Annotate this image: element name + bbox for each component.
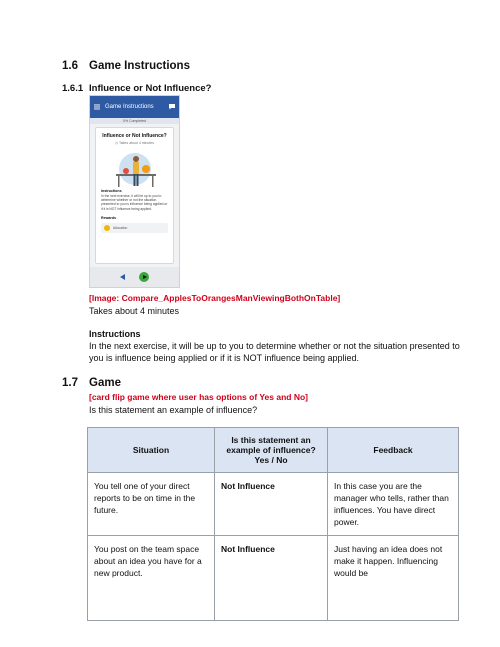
- menu-icon: [94, 104, 100, 110]
- phone-footer: [90, 267, 179, 287]
- phone-header-title: Game Instructions: [105, 104, 154, 110]
- section-1-7-title: Game: [89, 377, 121, 389]
- section-1-7-number: 1.7: [62, 377, 78, 389]
- cell-influence: Not Influence: [215, 473, 328, 536]
- section-1-6-1-number: 1.6.1: [62, 83, 84, 94]
- game-note: [card flip game where user has options of Yes and No]: [89, 392, 309, 402]
- phone-header: [90, 96, 179, 118]
- influence-table: [87, 427, 459, 621]
- reward-item: [101, 223, 168, 233]
- cell-feedback: In this case you are the manager who tells, rather than influences. You have direct power.: [328, 473, 459, 536]
- clock-icon: ◷: [115, 141, 119, 145]
- table-header-row: [88, 428, 459, 473]
- cell-situation: You tell one of your direct reports to be on time in the future.: [88, 473, 215, 536]
- illustration-man-apples-oranges: [96, 147, 175, 189]
- table-row: [88, 536, 459, 621]
- instructions-text: In the next exercise, it will be up to you to determine whether or not the situation presented to you is influence being applied or if it is NOT influence being applied.: [89, 341, 460, 363]
- back-arrow-icon[interactable]: [120, 274, 125, 280]
- play-button-icon[interactable]: [139, 272, 149, 282]
- card-rewards-label: Rewards: [101, 215, 116, 220]
- reward-label: Allocation: [113, 225, 128, 230]
- image-caption: [Image: Compare_ApplesToOrangesManViewingBothOnTable]: [89, 293, 341, 303]
- progress-text: 0% Completed: [90, 118, 179, 124]
- card-time-text: Takes about 4 minutes: [118, 141, 154, 145]
- chat-icon: [169, 104, 175, 110]
- section-1-6-1-title: Influence or Not Influence?: [89, 83, 212, 94]
- cell-influence: Not Influence: [215, 536, 328, 621]
- question-text: Is this statement an example of influence?: [89, 405, 258, 415]
- card-time: [96, 141, 173, 145]
- cell-feedback: Just having an idea does not make it happen. Influencing would be: [328, 536, 459, 621]
- card-title: Influence or Not Influence?: [102, 133, 167, 139]
- duration-text: Takes about 4 minutes: [89, 306, 180, 316]
- cell-situation: You post on the team space about an idea you have for a new product.: [88, 536, 215, 621]
- header-feedback: Feedback: [328, 428, 459, 473]
- header-influence: Is this statement an example of influence? Yes / No: [215, 428, 328, 473]
- header-situation: Situation: [88, 428, 215, 473]
- card-instructions-text: In the next exercise, it will be up to you to determine whether or not the situation presented to you is influence being applied or if it is NOT influence being applied.: [101, 194, 168, 211]
- card-instructions-label: Instructions: [101, 189, 122, 193]
- section-1-6-number: 1.6: [62, 60, 78, 72]
- phone-screenshot: [89, 95, 180, 288]
- table-row: [88, 473, 459, 536]
- instruction-card: [95, 127, 174, 264]
- instructions-heading: Instructions: [89, 329, 141, 339]
- coin-icon: [104, 225, 110, 231]
- section-1-6-title: Game Instructions: [89, 60, 190, 72]
